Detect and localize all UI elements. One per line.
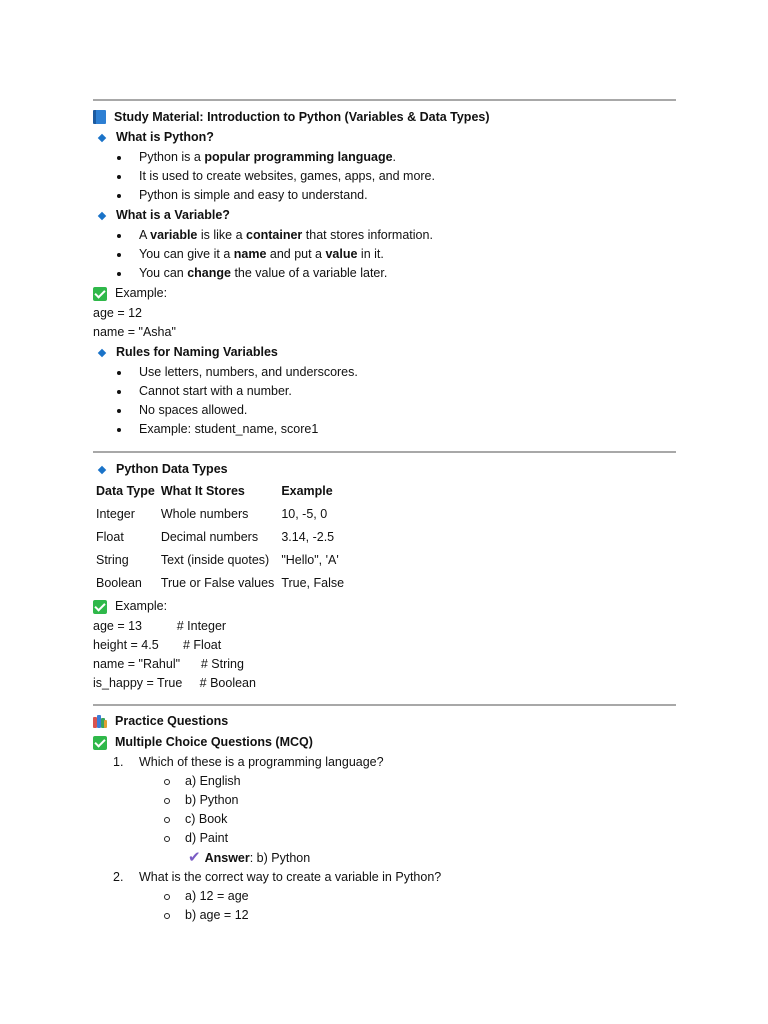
- option: a) English: [93, 772, 676, 791]
- datatypes-table: [93, 480, 347, 595]
- rules-list: [93, 363, 676, 439]
- list-item: You can change the value of a variable later.: [93, 264, 676, 283]
- section-heading-text: What is a Variable?: [116, 208, 230, 222]
- section-heading-text: Python Data Types: [116, 462, 228, 476]
- code-line: age = 13 # Integer: [93, 619, 227, 633]
- code-line: name = "Asha": [93, 325, 176, 339]
- code-line: height = 4.5 # Float: [93, 638, 222, 652]
- table-cell: 10, -5, 0: [281, 507, 328, 521]
- section-heading-text: Rules for Naming Variables: [116, 345, 278, 359]
- option: a) 12 = age: [93, 887, 676, 906]
- section-heading-datatypes: [93, 459, 676, 480]
- table-cell: "Hello", 'A': [281, 553, 339, 567]
- table-row: [93, 572, 347, 595]
- list-item: Cannot start with a number.: [93, 382, 676, 401]
- divider: [93, 704, 676, 706]
- python-list: [93, 148, 676, 205]
- document-page: [93, 99, 676, 925]
- section-heading-text: Multiple Choice Questions (MCQ): [115, 735, 313, 749]
- table-cell: Decimal numbers: [160, 530, 259, 544]
- check-box-icon: [93, 600, 107, 614]
- question-number: 2.: [113, 870, 124, 884]
- list-item: Python is a popular programming language.: [93, 148, 676, 167]
- question: [93, 753, 676, 772]
- option: d) Paint: [93, 829, 676, 848]
- diamond-icon: [98, 348, 106, 356]
- list-item: No spaces allowed.: [93, 401, 676, 420]
- list-item: Use letters, numbers, and underscores.: [93, 363, 676, 382]
- answer-label: Answer: [204, 851, 250, 865]
- book-icon: [93, 110, 106, 124]
- code-line: name = "Rahul" # String: [93, 657, 244, 671]
- check-box-icon: [93, 736, 107, 750]
- answer-value: : b) Python: [249, 851, 311, 865]
- column-header: Data Type: [96, 484, 155, 498]
- list-item: A variable is like a container that stores information.: [93, 226, 676, 245]
- list-item: Python is simple and easy to understand.: [93, 186, 676, 205]
- section-heading-mcq: [93, 732, 676, 753]
- option: b) Python: [93, 791, 676, 810]
- table-cell: Whole numbers: [160, 507, 249, 521]
- divider: [93, 451, 676, 453]
- example-label: Example:: [93, 596, 676, 617]
- table-row: [93, 549, 347, 572]
- table-cell: Boolean: [96, 576, 142, 590]
- question: [93, 868, 676, 887]
- check-box-icon: [93, 287, 107, 301]
- table-cell: True or False values: [160, 576, 275, 590]
- list-item: Example: student_name, score1: [93, 420, 676, 439]
- list-item: It is used to create websites, games, apps, and more.: [93, 167, 676, 186]
- option: b) age = 12: [93, 906, 676, 925]
- section-heading-rules: [93, 342, 676, 363]
- table-cell: Text (inside quotes): [160, 553, 270, 567]
- table-cell: Integer: [96, 507, 135, 521]
- code-line: is_happy = True # Boolean: [93, 676, 256, 690]
- table-row: [93, 526, 347, 549]
- document-title-text: Study Material: Introduction to Python (Variables & Data Types): [114, 110, 490, 124]
- question-number: 1.: [113, 755, 124, 769]
- table-cell: 3.14, -2.5: [281, 530, 335, 544]
- column-header: What It Stores: [160, 484, 245, 498]
- diamond-icon: [98, 133, 106, 141]
- variable-list: [93, 226, 676, 283]
- answer: [93, 848, 676, 868]
- list-item: You can give it a name and put a value in it.: [93, 245, 676, 264]
- divider: [93, 99, 676, 101]
- section-heading-variable: [93, 205, 676, 226]
- section-heading-practice: [93, 711, 676, 732]
- table-cell: String: [96, 553, 129, 567]
- document-title: [93, 107, 676, 127]
- table-cell: True, False: [281, 576, 345, 590]
- section-heading-text: Practice Questions: [115, 714, 229, 728]
- section-heading-python: [93, 127, 676, 148]
- table-header-row: [93, 480, 347, 503]
- question-text: What is the correct way to create a variable in Python?: [139, 870, 442, 884]
- option: c) Book: [93, 810, 676, 829]
- diamond-icon: [98, 211, 106, 219]
- diamond-icon: [98, 465, 106, 473]
- check-mark-icon: ✔: [188, 849, 201, 866]
- table-cell: Float: [96, 530, 124, 544]
- column-header: Example: [281, 484, 333, 498]
- example-label: Example:: [93, 283, 676, 304]
- table-row: [93, 503, 347, 526]
- books-icon: [93, 715, 107, 728]
- code-line: age = 12: [93, 306, 143, 320]
- question-text: Which of these is a programming language?: [139, 755, 384, 769]
- section-heading-text: What is Python?: [116, 130, 214, 144]
